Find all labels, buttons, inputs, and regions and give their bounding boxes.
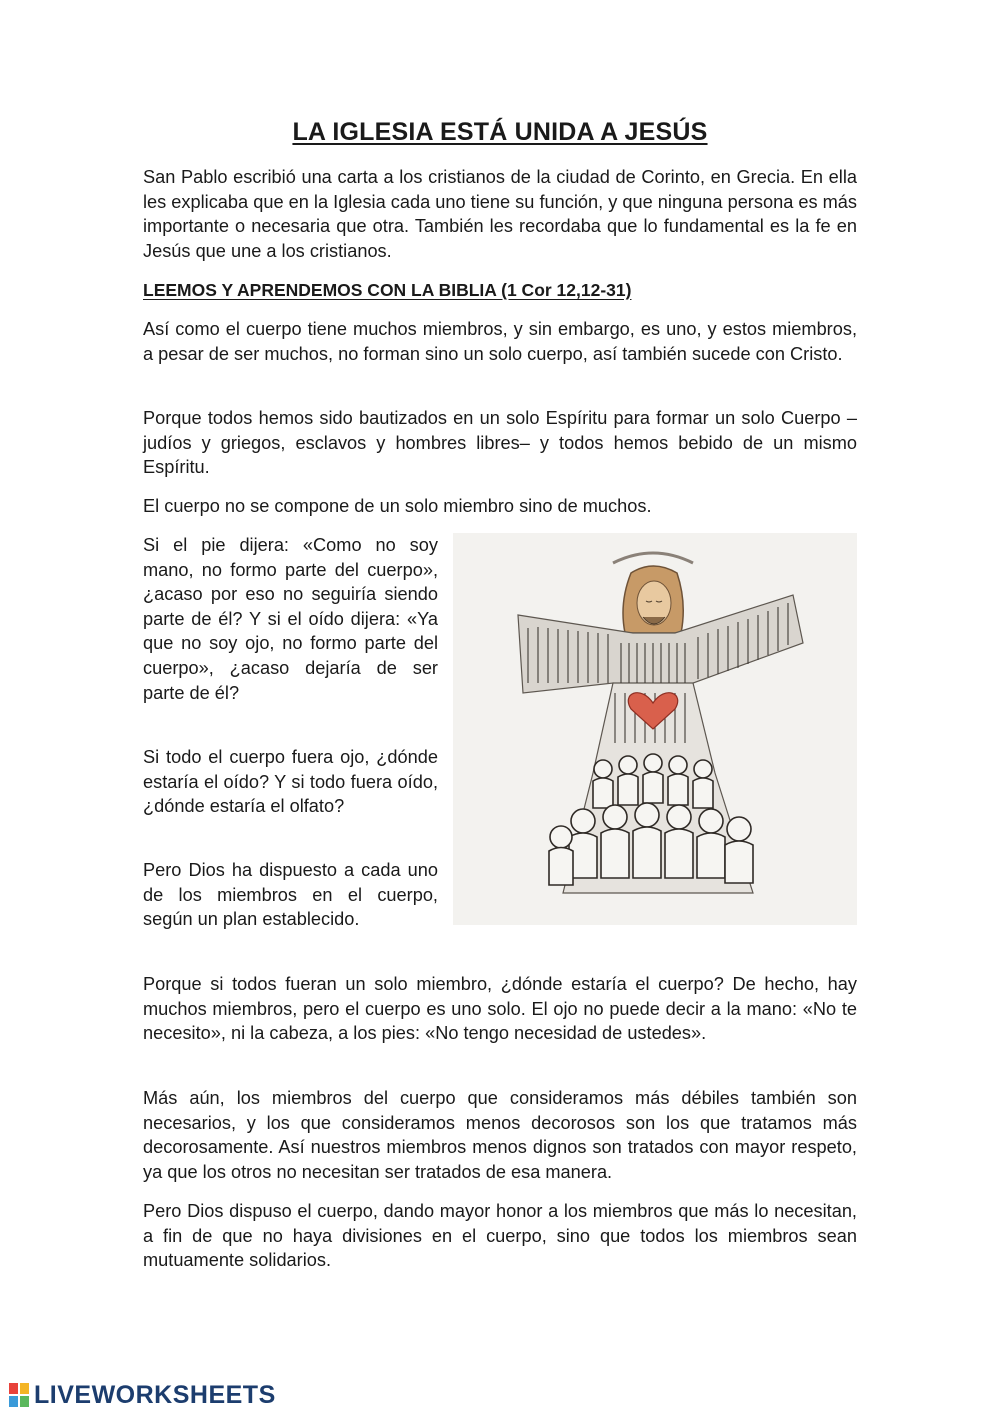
intro-paragraph: San Pablo escribió una carta a los cristianos de la ciudad de Corinto, en Grecia. En ella les explicaba que en la Iglesia cada uno tiene su función, y que ninguna persona es más importante o necesaria que otra. También les recordaba que lo fundamental es la fe en Jesús que une a los cristianos.	[143, 167, 857, 261]
closing-paragraph-2: Más aún, los miembros del cuerpo que consideramos más débiles también son necesarios, y los que consideramos menos decorosos son los que tratamos más decorosamente. Así nuestros miembros menos dignos son tratados con mayor respeto, ya que los otros no necesitan ser tratados de esa manera.	[143, 1088, 857, 1182]
reading-paragraph-1: Así como el cuerpo tiene muchos miembros, y sin embargo, es uno, y estos miembros, a pesar de ser muchos, no forman sino un solo cuerpo, así también sucede con Cristo.	[143, 319, 857, 364]
reading-paragraph-2: Porque todos hemos sido bautizados en un solo Espíritu para formar un solo Cuerpo –judíos y griegos, esclavos y hombres libres– y todos hemos bebido de un mismo Espíritu.	[143, 408, 857, 478]
liveworksheets-logo[interactable]	[8, 1380, 276, 1410]
column-paragraph-1: Si el pie dijera: «Como no soy mano, no formo parte del cuerpo», ¿acaso por eso no seguiría siendo parte de él? Y si el oído dijera: «Ya que no soy ojo, no formo parte del cuerpo», ¿acaso dejaría de ser parte de él?	[143, 535, 438, 703]
closing-paragraph-1: Porque si todos fueran un solo miembro, ¿dónde estaría el cuerpo? De hecho, hay muchos miembros, pero el cuerpo es uno solo. El ojo no puede decir a la mano: «No te necesito», ni la cabeza, a los pies: «No tengo necesidad de ustedes».	[143, 974, 857, 1044]
page-title: LA IGLESIA ESTÁ UNIDA A JESÚS	[292, 118, 708, 146]
halo-icon	[613, 553, 693, 563]
reading-paragraph-3: El cuerpo no se compone de un solo miembro sino de muchos.	[143, 496, 652, 516]
column-paragraph-2: Si todo el cuerpo fuera ojo, ¿dónde estaría el oído? Y si todo fuera oído, ¿dónde estaría el olfato?	[143, 747, 438, 817]
column-paragraph-3: Pero Dios ha dispuesto a cada uno de los miembros en el cuerpo, según un plan establecido.	[143, 860, 438, 930]
crowd-people-icon	[549, 754, 753, 885]
jesus-body-of-people-icon	[453, 533, 857, 925]
bible-reading-heading: LEEMOS Y APRENDEMOS CON LA BIBLIA (1 Cor 12,12-31)	[143, 280, 632, 300]
liveworksheets-logo-icon	[8, 1382, 30, 1408]
closing-paragraph-3: Pero Dios dispuso el cuerpo, dando mayor honor a los miembros que más lo necesitan, a fin de que no haya divisiones en el cuerpo, sino que todos los miembros sean mutuamente solidarios.	[143, 1201, 857, 1271]
brand-name: LIVEWORKSHEETS	[34, 1380, 276, 1409]
jesus-illustration	[453, 533, 857, 925]
